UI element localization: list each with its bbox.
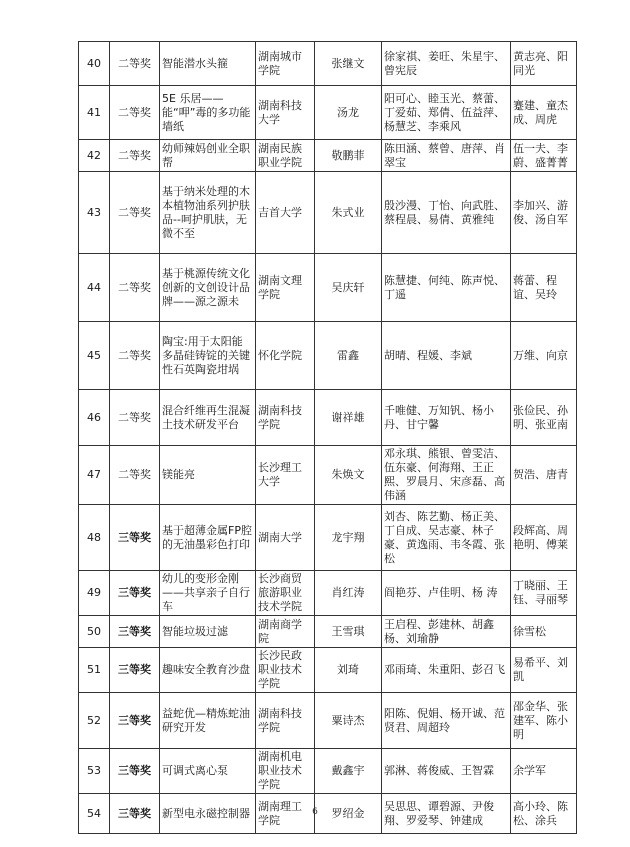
team-members-cell: 陈田涵、蔡曾、唐萍、肖翠宝 xyxy=(382,140,511,172)
award-table xyxy=(78,41,577,834)
row-number-cell: 42 xyxy=(79,140,110,172)
table-row xyxy=(79,571,577,616)
project-leader-cell: 吴庆轩 xyxy=(315,254,382,322)
school-name-cell: 长沙民政职业技术学院 xyxy=(256,648,315,693)
advisors-cell: 黄志亮、阳同光 xyxy=(511,42,577,86)
row-number-cell: 44 xyxy=(79,254,110,322)
row-number-cell: 54 xyxy=(79,794,110,834)
team-members-cell: 郭淋、蒋俊威、王智霖 xyxy=(382,749,511,794)
award-level-cell: 三等奖 xyxy=(110,693,160,749)
project-name-cell: 5E 乐居——能“呷”毒的多功能墙纸 xyxy=(160,86,256,140)
project-leader-cell: 汤龙 xyxy=(315,86,382,140)
row-number-cell: 49 xyxy=(79,571,110,616)
table-row xyxy=(79,390,577,446)
award-level-cell: 二等奖 xyxy=(110,172,160,254)
project-leader-cell: 雷鑫 xyxy=(315,322,382,390)
award-level-cell: 三等奖 xyxy=(110,505,160,571)
team-members-cell: 邓永琪、熊银、曾雯洁、伍东豪、何海翔、王正熙、罗晨月、宋彦磊、高伟涵 xyxy=(382,446,511,505)
team-members-cell: 千唯健、万知钒、杨小丹、甘宁馨 xyxy=(382,390,511,446)
row-number-cell: 51 xyxy=(79,648,110,693)
page-number: 6 xyxy=(312,807,318,817)
advisors-cell: 丁晓丽、王钰、寻丽琴 xyxy=(511,571,577,616)
advisors-cell: 余学军 xyxy=(511,749,577,794)
advisors-cell: 高小玲、陈松、涂兵 xyxy=(511,794,577,834)
team-members-cell: 胡晴、程媛、李斌 xyxy=(382,322,511,390)
project-name-cell: 基于超薄金属FP腔的无油墨彩色打印 xyxy=(160,505,256,571)
team-members-cell: 刘杏、陈艺勤、杨正美、丁自成、吴志豪、林子豪、黄逸雨、韦冬霞、张松 xyxy=(382,505,511,571)
advisors-cell: 蒋蕾、程谊、吴玲 xyxy=(511,254,577,322)
team-members-cell: 吴思思、谭碧源、尹俊翔、罗爱琴、钟建成 xyxy=(382,794,511,834)
advisors-cell: 万维、向京 xyxy=(511,322,577,390)
award-level-cell: 二等奖 xyxy=(110,42,160,86)
award-level-cell: 二等奖 xyxy=(110,446,160,505)
team-members-cell: 徐家祺、姜旺、朱星宇、曾宪辰 xyxy=(382,42,511,86)
project-leader-cell: 张继文 xyxy=(315,42,382,86)
row-number-cell: 41 xyxy=(79,86,110,140)
table-row xyxy=(79,505,577,571)
award-level-cell: 三等奖 xyxy=(110,616,160,648)
team-members-cell: 殷沙漫、丁怡、向武胜、蔡程晨、易倩、黄雅纯 xyxy=(382,172,511,254)
school-name-cell: 湖南科技学院 xyxy=(256,390,315,446)
school-name-cell: 湖南城市学院 xyxy=(256,42,315,86)
school-name-cell: 湖南理工学院 xyxy=(256,794,315,834)
project-name-cell: 陶宝:用于太阳能多晶硅铸锭的关键性石英陶瓷坩埚 xyxy=(160,322,256,390)
advisors-cell: 李加兴、游俊、汤自军 xyxy=(511,172,577,254)
school-name-cell: 湖南文理学院 xyxy=(256,254,315,322)
team-members-cell: 阳可心、睦玉光、蔡蕾、丁爱茹、郑倩、伍益萍、杨慧芝、李乘风 xyxy=(382,86,511,140)
table-row xyxy=(79,648,577,693)
advisors-cell: 张俭民、孙明、张亚南 xyxy=(511,390,577,446)
advisors-cell: 伍一夫、李蔚、盛菁菁 xyxy=(511,140,577,172)
project-name-cell: 基于桃源传统文化创新的文创设计品牌——源之源未 xyxy=(160,254,256,322)
row-number-cell: 45 xyxy=(79,322,110,390)
team-members-cell: 阳陈、倪娟、杨开诚、范贤君、周超玲 xyxy=(382,693,511,749)
school-name-cell: 长沙理工大学 xyxy=(256,446,315,505)
award-level-cell: 三等奖 xyxy=(110,648,160,693)
row-number-cell: 48 xyxy=(79,505,110,571)
row-number-cell: 46 xyxy=(79,390,110,446)
advisors-cell: 蹇建、童杰成、周虎 xyxy=(511,86,577,140)
award-level-cell: 二等奖 xyxy=(110,86,160,140)
school-name-cell: 怀化学院 xyxy=(256,322,315,390)
project-leader-cell: 朱焕文 xyxy=(315,446,382,505)
team-members-cell: 陈慧捷、何纯、陈声悦、丁遥 xyxy=(382,254,511,322)
project-name-cell: 混合纤维再生混凝土技术研发平台 xyxy=(160,390,256,446)
row-number-cell: 52 xyxy=(79,693,110,749)
school-name-cell: 吉首大学 xyxy=(256,172,315,254)
school-name-cell: 湖南大学 xyxy=(256,505,315,571)
school-name-cell: 湖南商学院 xyxy=(256,616,315,648)
table-row xyxy=(79,446,577,505)
award-level-cell: 三等奖 xyxy=(110,794,160,834)
award-level-cell: 三等奖 xyxy=(110,749,160,794)
table-row xyxy=(79,42,577,86)
row-number-cell: 53 xyxy=(79,749,110,794)
row-number-cell: 43 xyxy=(79,172,110,254)
project-name-cell: 幼儿的变形金刚——共享亲子自行车 xyxy=(160,571,256,616)
project-leader-cell: 戴鑫宇 xyxy=(315,749,382,794)
award-level-cell: 二等奖 xyxy=(110,254,160,322)
table-row xyxy=(79,693,577,749)
advisors-cell: 贺浩、唐青 xyxy=(511,446,577,505)
table-row xyxy=(79,86,577,140)
award-level-cell: 二等奖 xyxy=(110,322,160,390)
advisors-cell: 易希平、刘凯 xyxy=(511,648,577,693)
project-leader-cell: 罗绍金 xyxy=(315,794,382,834)
project-name-cell: 益蛇优—精炼蛇油研究开发 xyxy=(160,693,256,749)
project-leader-cell: 龙宇翔 xyxy=(315,505,382,571)
advisors-cell: 徐雪松 xyxy=(511,616,577,648)
advisors-cell: 邵金华、张建军、陈小明 xyxy=(511,693,577,749)
school-name-cell: 湖南机电职业技术学院 xyxy=(256,749,315,794)
award-level-cell: 三等奖 xyxy=(110,571,160,616)
project-name-cell: 新型电永磁控制器 xyxy=(160,794,256,834)
project-leader-cell: 朱式业 xyxy=(315,172,382,254)
team-members-cell: 阎艳芬、卢佳明、杨 涛 xyxy=(382,571,511,616)
project-name-cell: 智能潜水头箍 xyxy=(160,42,256,86)
school-name-cell: 湖南科技学院 xyxy=(256,693,315,749)
row-number-cell: 50 xyxy=(79,616,110,648)
table-row xyxy=(79,254,577,322)
row-number-cell: 40 xyxy=(79,42,110,86)
project-leader-cell: 粟诗杰 xyxy=(315,693,382,749)
table-row xyxy=(79,616,577,648)
table-row xyxy=(79,172,577,254)
project-leader-cell: 谢祥雄 xyxy=(315,390,382,446)
team-members-cell: 王启程、彭建林、胡鑫杨、刘瑜静 xyxy=(382,616,511,648)
project-leader-cell: 敬鹏菲 xyxy=(315,140,382,172)
project-leader-cell: 肖红涛 xyxy=(315,571,382,616)
award-level-cell: 二等奖 xyxy=(110,390,160,446)
project-name-cell: 幼师辣妈创业全职帮 xyxy=(160,140,256,172)
school-name-cell: 长沙商贸旅游职业技术学院 xyxy=(256,571,315,616)
school-name-cell: 湖南民族职业学院 xyxy=(256,140,315,172)
project-name-cell: 镁能亮 xyxy=(160,446,256,505)
project-name-cell: 可调式离心泵 xyxy=(160,749,256,794)
row-number-cell: 47 xyxy=(79,446,110,505)
advisors-cell: 段辉高、周艳明、傅莱 xyxy=(511,505,577,571)
table-row xyxy=(79,749,577,794)
project-name-cell: 趣味安全教育沙盘 xyxy=(160,648,256,693)
table-row xyxy=(79,322,577,390)
team-members-cell: 邓雨琦、朱重阳、彭召飞 xyxy=(382,648,511,693)
project-leader-cell: 王雪琪 xyxy=(315,616,382,648)
project-name-cell: 智能垃圾过滤 xyxy=(160,616,256,648)
project-name-cell: 基于纳米处理的木本植物油系列护肤品--呵护肌肤，无微不至 xyxy=(160,172,256,254)
school-name-cell: 湖南科技大学 xyxy=(256,86,315,140)
table-row xyxy=(79,140,577,172)
project-leader-cell: 刘琦 xyxy=(315,648,382,693)
award-level-cell: 二等奖 xyxy=(110,140,160,172)
